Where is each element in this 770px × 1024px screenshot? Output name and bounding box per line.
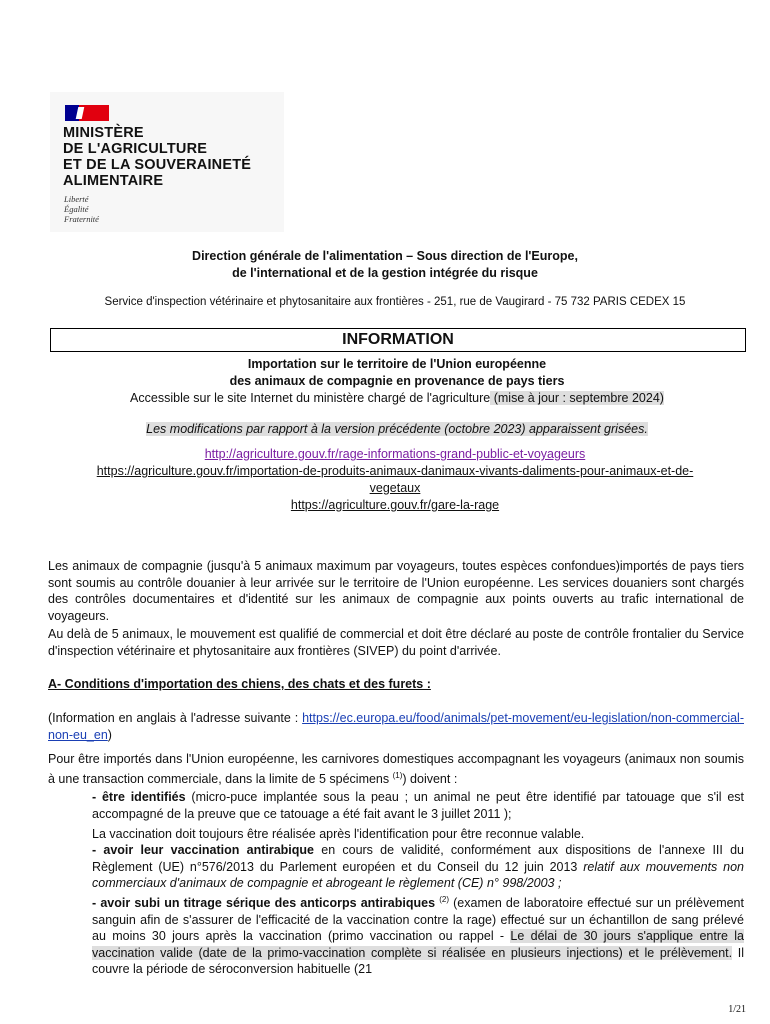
import-link[interactable]: https://agriculture.gouv.fr/importation-de-produits-animaux-danimaux-vivants-daliments-pour-animaux-et-de-	[96, 464, 694, 478]
requirement-identification: - être identifiés (micro-puce implantée sous la peau ; un animal ne peut être identifié par tatouage que s'il est accompagné de la preuve que ce tatouage a été fait avant le 3 juillet 2011 );	[92, 790, 744, 821]
update-date: (mise à jour : septembre 2024)	[490, 391, 664, 405]
import-intro: Pour être importés dans l'Union européenne, les carnivores domestiques accompagnant les voyageurs (animaux non soumis à une transaction commerciale, dans la limite de 5 spécimens $^{(1)}$) doivent :	[48, 752, 744, 786]
ministry-logo	[50, 92, 284, 232]
requirement-titration: - avoir subi un titrage sérique des anticorps antirabiques $^{(2)}$ (examen de laboratoire effectué sur un prélèvement sanguin afin de s'assurer de l'efficacité de la vaccination contre la rage) effectué sur un échantillon de sang prélevé au moins 30 jours après la vaccination (primo vaccination ou rappel - Le délai de 30 jours s'applique entre la vaccination valide (date de la primo-vaccination complète si réalisée en plusieurs injections) et le prélèvement. Il couvre la période de séroconversion habituelle (21	[92, 895, 744, 977]
marianne-flag-icon	[65, 105, 109, 121]
directorate-heading: Direction générale de l'alimentation – Sous direction de l'Europe, de l'international et de la gestion intégrée du risque	[192, 249, 578, 280]
intro-paragraph-2: Au delà de 5 animaux, le mouvement est qualifié de commercial et doit être déclaré au poste de contrôle frontalier du Service d'inspection vétérinaire et phytosanitaire aux frontières (SIVEP) du point d'arrivée.	[48, 627, 744, 658]
ministry-name: MINISTÈRE DE L'AGRICULTURE ET DE LA SOUVERAINETÉ ALIMENTAIRE	[63, 125, 252, 189]
gare-rage-link[interactable]: https://agriculture.gouv.fr/gare-la-rage	[290, 498, 500, 512]
requirement-vaccination: - avoir leur vaccination antirabique en cours de validité, conformément aux dispositions de l'annexe III du Règlement (UE) n°576/2013 du Parlement européen et du Conseil du 12 juin 2013 relatif aux mouvements non commerciaux d'animaux de compagnie et abrogeant le règlement (CE) n° 998/2003 ;	[92, 843, 744, 890]
vaccination-note: La vaccination doit toujours être réalisée après l'identification pour être reconnue valable.	[92, 827, 585, 841]
rage-info-link[interactable]: http://agriculture.gouv.fr/rage-informations-grand-public-et-voyageurs	[204, 447, 586, 461]
eu-pet-movement-link[interactable]: https://ec.europa.eu/food/animals/pet-movement/eu-legislation/non-commercial-non-eu_en	[48, 711, 744, 742]
modifications-note: Les modifications par rapport à la version précédente (octobre 2023) apparaissent grisées.	[146, 422, 648, 436]
information-title: INFORMATION	[50, 328, 746, 352]
links-block	[0, 446, 770, 514]
intro-paragraph-1: Les animaux de compagnie (jusqu'à 5 animaux maximum par voyageurs, toutes espèces confondues)importés de pays tiers sont soumis au contrôle douanier à leur arrivée sur le territoire de l'Union européenne. Les services douaniers sont chargés des contrôles documentaires et d'identité sur les animaux de compagnie aux points ouverts au trafic international de voyageurs.	[48, 559, 744, 623]
section-a-title: A- Conditions d'importation des chiens, des chats et des furets :	[48, 677, 431, 691]
english-info: (Information en anglais à l'adresse suivante : https://ec.europa.eu/food/animals/pet-movement/eu-legislation/non-commercial-non-eu_en)	[48, 711, 744, 742]
import-link-cont[interactable]: vegetaux	[369, 481, 421, 495]
service-address: Service d'inspection vétérinaire et phytosanitaire aux frontières - 251, rue de Vaugirard - 75 732 PARIS CEDEX 15	[104, 296, 686, 308]
page-number: 1/21	[728, 1004, 746, 1015]
republic-motto: Liberté Égalité Fraternité	[64, 194, 99, 224]
document-subtitle: Importation sur le territoire de l'Union européenne des animaux de compagnie en provenance de pays tiers Accessible sur le site Internet du ministère chargé de l'agriculture (mise à jour : septembre 2024)	[130, 357, 664, 405]
